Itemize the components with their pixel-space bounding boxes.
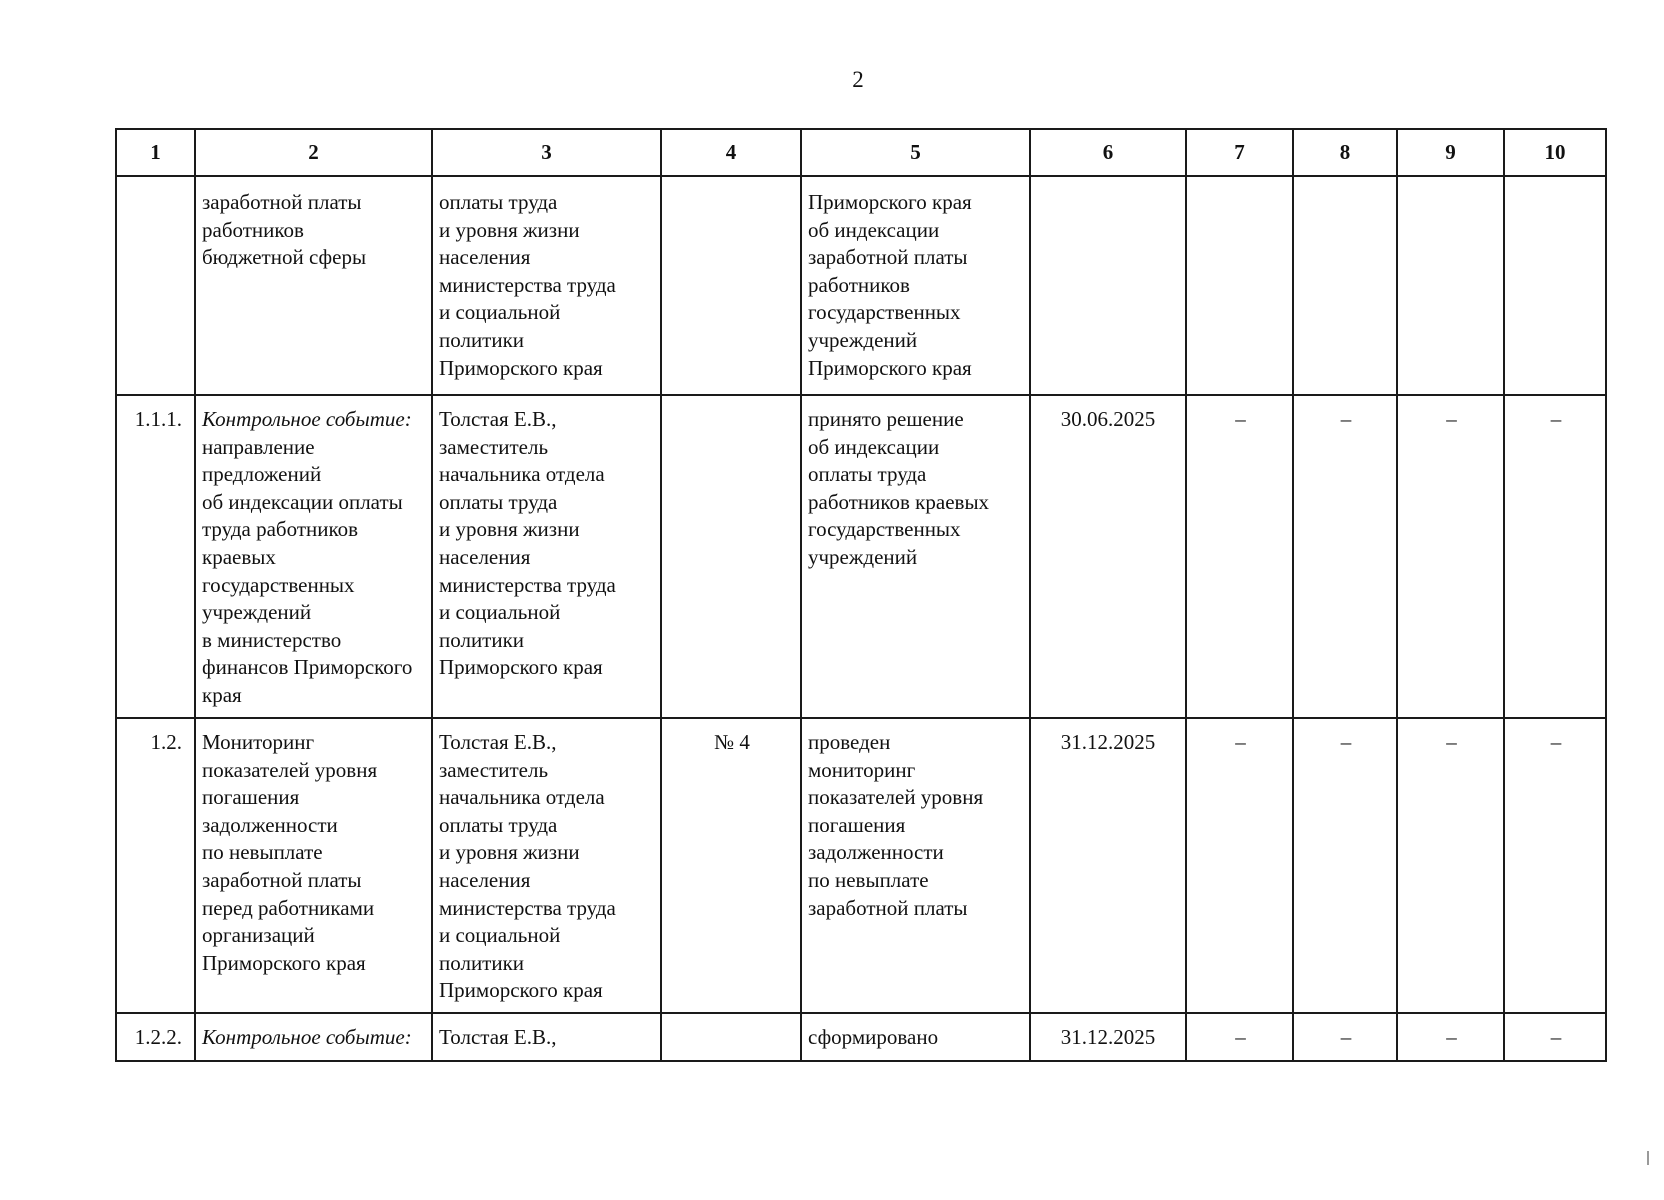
result-cell <box>801 718 1030 1013</box>
table-row <box>116 395 1606 718</box>
header-col-6: 6 <box>1030 129 1186 176</box>
description-line: направление <box>202 434 315 459</box>
description-line: учреждений <box>202 600 312 625</box>
reference-cell <box>661 1013 801 1061</box>
result-line: государственных <box>808 300 961 325</box>
responsible-line: политики <box>439 327 525 352</box>
responsible-line: Приморского края <box>439 978 603 1003</box>
col-10-cell: – <box>1504 718 1606 1013</box>
due-date-cell <box>1030 176 1186 395</box>
responsible-line: заместитель <box>439 434 549 459</box>
table-row <box>116 1013 1606 1061</box>
result-line: работников краевых <box>808 489 990 514</box>
col-10-cell: – <box>1504 1013 1606 1061</box>
item-number <box>116 176 195 395</box>
description-line: погашения <box>202 785 300 810</box>
description-cell <box>195 1013 432 1061</box>
description-line: финансов Приморского <box>202 655 413 680</box>
header-col-4: 4 <box>661 129 801 176</box>
result-line: Приморского края <box>808 190 972 214</box>
table-body <box>116 176 1606 1061</box>
result-line: заработной платы <box>808 895 968 920</box>
header-col-10: 10 <box>1504 129 1606 176</box>
reference-cell <box>661 176 801 395</box>
col-8-cell: – <box>1293 1013 1397 1061</box>
result-line: учреждений <box>808 327 918 352</box>
result-line: сформировано <box>808 1025 939 1049</box>
responsible-line: и социальной <box>439 600 561 625</box>
responsible-line: оплаты труда <box>439 489 558 514</box>
col-9-cell <box>1397 176 1504 395</box>
col-8-cell <box>1293 176 1397 395</box>
description-line: организаций <box>202 923 315 948</box>
description-line: государственных <box>202 572 355 597</box>
result-line: проведен <box>808 730 891 754</box>
responsible-line: и социальной <box>439 300 561 325</box>
col-9-cell: – <box>1397 1013 1504 1061</box>
result-cell <box>801 176 1030 395</box>
description-line: перед работниками <box>202 895 375 920</box>
description-cell <box>195 395 432 718</box>
header-row <box>116 129 1606 176</box>
responsible-cell <box>432 395 661 718</box>
col-8-cell: – <box>1293 395 1397 718</box>
responsible-line: населения <box>439 544 531 569</box>
result-line: показателей уровня <box>808 785 984 810</box>
reference-cell: № 4 <box>661 718 801 1013</box>
result-line: мониторинг <box>808 757 916 782</box>
result-line: об индексации <box>808 434 940 459</box>
due-date-cell: 31.12.2025 <box>1030 718 1186 1013</box>
responsible-line: населения <box>439 245 531 270</box>
responsible-line: начальника отдела <box>439 462 605 487</box>
result-line: заработной платы <box>808 245 968 270</box>
responsible-line: Приморского края <box>439 355 603 380</box>
description-line: показателей уровня <box>202 757 378 782</box>
col-8-cell: – <box>1293 718 1397 1013</box>
item-number: 1.2.2. <box>116 1013 195 1061</box>
item-number: 1.1.1. <box>116 395 195 718</box>
description-line: Мониторинг <box>202 730 315 754</box>
description-line: задолженности <box>202 812 338 837</box>
result-cell <box>801 1013 1030 1061</box>
header-col-7: 7 <box>1186 129 1293 176</box>
reference-cell <box>661 395 801 718</box>
col-7-cell: – <box>1186 1013 1293 1061</box>
col-10-cell <box>1504 176 1606 395</box>
result-line: государственных <box>808 517 961 542</box>
responsible-cell <box>432 718 661 1013</box>
responsible-line: населения <box>439 867 531 892</box>
description-line: заработной платы <box>202 190 362 214</box>
table-row <box>116 718 1606 1013</box>
result-line: оплаты труда <box>808 462 927 487</box>
control-event-label: Контрольное событие: <box>202 1025 412 1049</box>
description-line: по невыплате <box>202 840 323 865</box>
responsible-line: Толстая Е.В., <box>439 407 557 431</box>
responsible-line: и социальной <box>439 923 561 948</box>
description-line: предложений <box>202 462 322 487</box>
col-7-cell: – <box>1186 395 1293 718</box>
description-line: об индексации оплаты <box>202 489 403 514</box>
description-line: краевых <box>202 544 276 569</box>
col-10-cell: – <box>1504 395 1606 718</box>
result-line: погашения <box>808 812 906 837</box>
due-date-cell: 31.12.2025 <box>1030 1013 1186 1061</box>
result-line: об индексации <box>808 217 940 242</box>
responsible-line: министерства труда <box>439 272 616 297</box>
result-line: задолженности <box>808 840 944 865</box>
result-line: работников <box>808 272 910 297</box>
result-cell <box>801 395 1030 718</box>
col-9-cell: – <box>1397 395 1504 718</box>
col-7-cell <box>1186 176 1293 395</box>
responsible-line: начальника отдела <box>439 785 605 810</box>
description-line: работников <box>202 217 304 242</box>
margin-mark <box>1647 1151 1649 1165</box>
responsible-line: политики <box>439 950 525 975</box>
description-line: труда работников <box>202 517 359 542</box>
description-line: в министерство <box>202 627 342 652</box>
result-line: принято решение <box>808 407 964 431</box>
responsible-line: и уровня жизни <box>439 517 580 542</box>
control-event-label: Контрольное событие: <box>202 407 412 431</box>
page-number: 2 <box>852 67 864 92</box>
due-date-cell: 30.06.2025 <box>1030 395 1186 718</box>
header-col-9: 9 <box>1397 129 1504 176</box>
plan-table <box>115 128 1607 1062</box>
header-col-3: 3 <box>432 129 661 176</box>
description-cell <box>195 176 432 395</box>
responsible-line: Толстая Е.В., <box>439 1025 557 1049</box>
col-7-cell: – <box>1186 718 1293 1013</box>
header-col-8: 8 <box>1293 129 1397 176</box>
responsible-line: оплаты труда <box>439 190 558 214</box>
responsible-line: министерства труда <box>439 895 616 920</box>
responsible-line: заместитель <box>439 757 549 782</box>
responsible-cell <box>432 176 661 395</box>
item-number: 1.2. <box>116 718 195 1013</box>
header-col-1: 1 <box>116 129 195 176</box>
responsible-line: и уровня жизни <box>439 840 580 865</box>
responsible-line: оплаты труда <box>439 812 558 837</box>
description-line: Приморского края <box>202 950 366 975</box>
responsible-line: министерства труда <box>439 572 616 597</box>
result-line: учреждений <box>808 544 918 569</box>
col-9-cell: – <box>1397 718 1504 1013</box>
responsible-line: политики <box>439 627 525 652</box>
description-line: бюджетной сферы <box>202 245 367 270</box>
responsible-line: Толстая Е.В., <box>439 730 557 754</box>
header-col-2: 2 <box>195 129 432 176</box>
header-col-5: 5 <box>801 129 1030 176</box>
description-line: заработной платы <box>202 867 362 892</box>
description-line: края <box>202 682 242 707</box>
result-line: Приморского края <box>808 355 972 380</box>
responsible-line: Приморского края <box>439 655 603 680</box>
description-cell <box>195 718 432 1013</box>
result-line: по невыплате <box>808 867 929 892</box>
table-row <box>116 176 1606 395</box>
responsible-line: и уровня жизни <box>439 217 580 242</box>
responsible-cell <box>432 1013 661 1061</box>
